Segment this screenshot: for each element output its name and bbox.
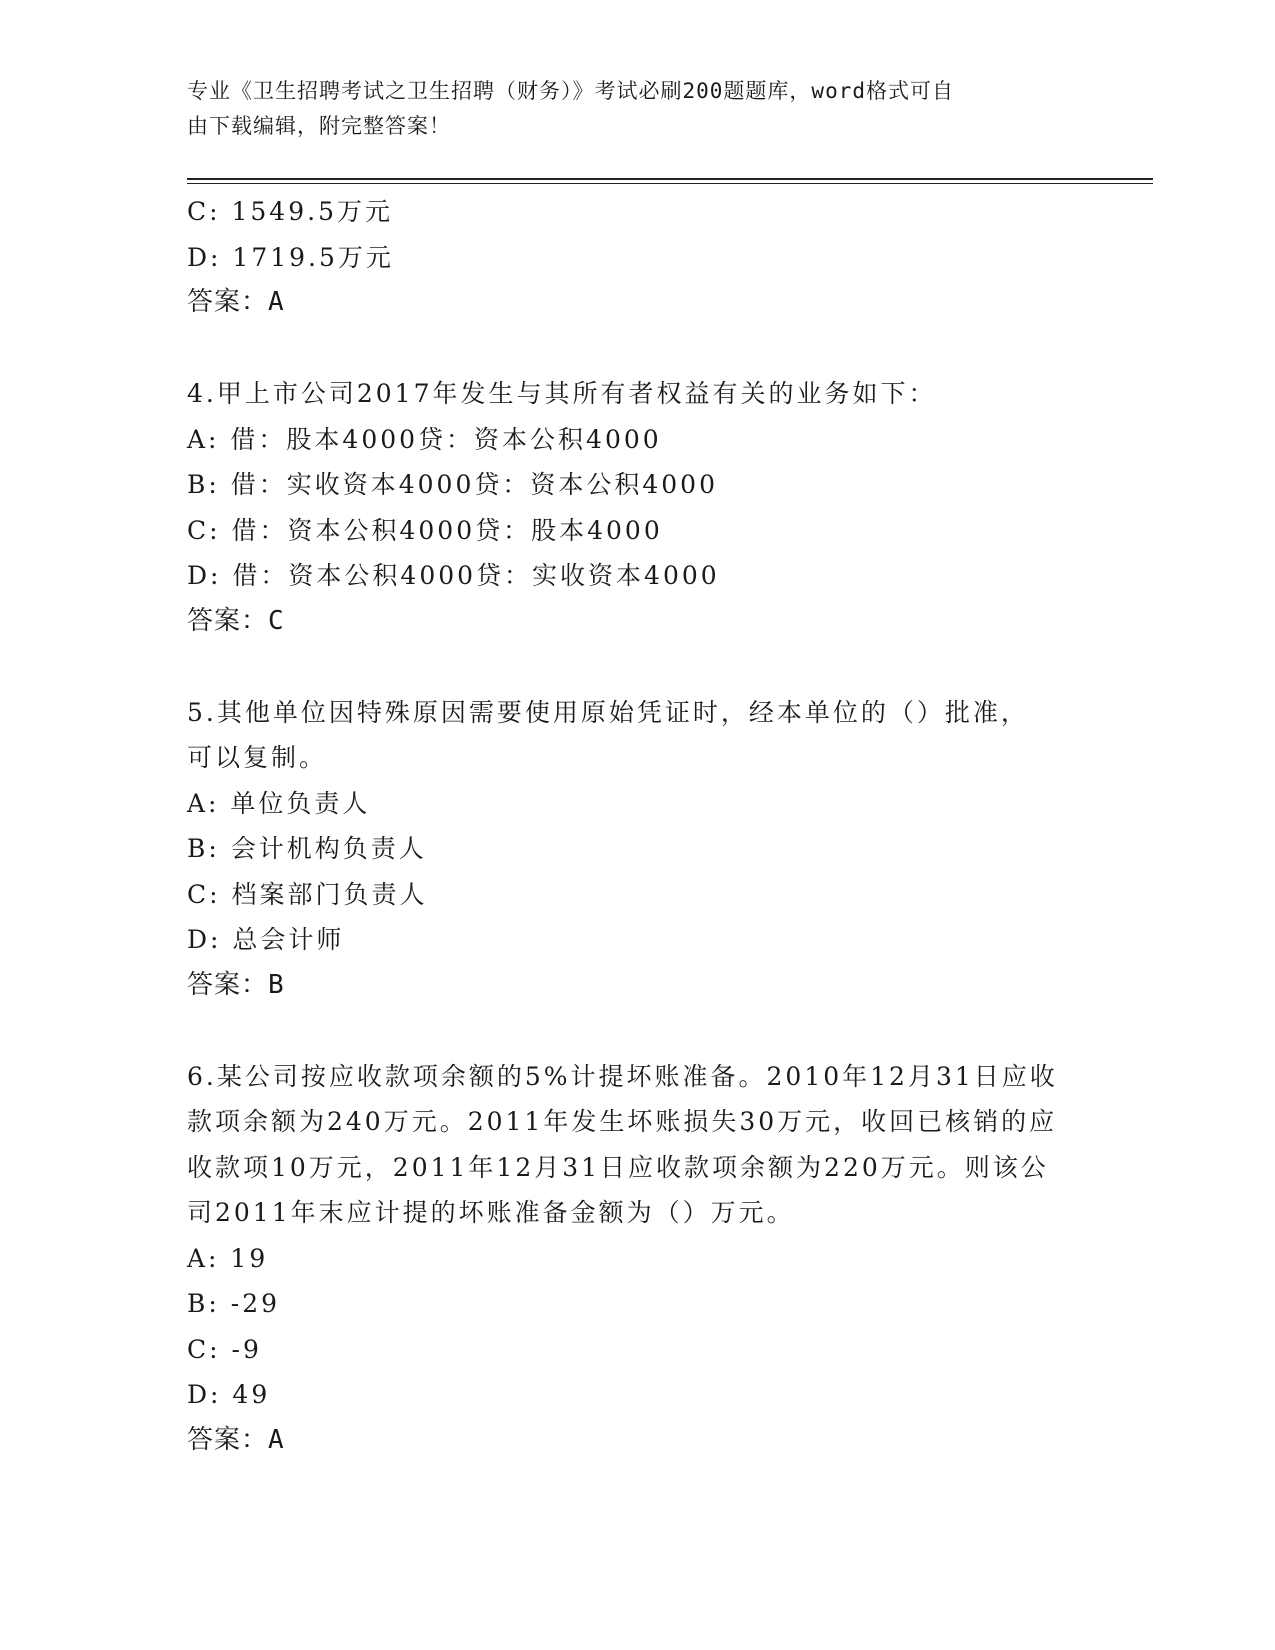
option-d: D: 借：资本公积4000贷：实收资本4000 bbox=[187, 561, 720, 590]
option-a: A: 借：股本4000贷：资本公积4000 bbox=[187, 424, 662, 454]
option-c: C: 借：资本公积4000贷：股本4000 bbox=[187, 515, 663, 545]
option-b: B: -29 bbox=[187, 1289, 280, 1318]
option-d: D: 1719.5万元 bbox=[187, 242, 394, 272]
option-d: D: 总会计师 bbox=[187, 925, 345, 954]
spacer bbox=[187, 644, 1087, 690]
question-stem-line-1: 6.某公司按应收款项余额的5%计提坏账准备。2010年12月31日应收 bbox=[187, 1061, 1058, 1091]
option-c: C: 1549.5万元 bbox=[187, 197, 393, 226]
spacer bbox=[187, 326, 1087, 372]
answer-line: 答案：B bbox=[187, 969, 285, 1000]
spacer bbox=[187, 1008, 1087, 1054]
option-d: D: 49 bbox=[187, 1380, 271, 1409]
question-4 bbox=[187, 371, 1087, 644]
question-stem: 4.甲上市公司2017年发生与其所有者权益有关的业务如下： bbox=[187, 379, 937, 408]
header-divider-thick bbox=[187, 178, 1153, 180]
question-5 bbox=[187, 690, 1087, 1009]
question-6 bbox=[187, 1054, 1087, 1464]
document-header bbox=[187, 74, 1067, 144]
option-a: A: 单位负责人 bbox=[187, 788, 371, 818]
header-line-1: 专业《卫生招聘考试之卫生招聘（财务）》考试必刷200题题库，word格式可自 bbox=[187, 79, 954, 103]
header-line-2: 由下载编辑，附完整答案！ bbox=[187, 114, 451, 138]
option-b: B: 借：实收资本4000贷：资本公积4000 bbox=[187, 470, 718, 499]
question-stem-line-2: 款项余额为240万元。2011年发生坏账损失30万元，收回已核销的应 bbox=[187, 1107, 1058, 1136]
answer-line: 答案：A bbox=[187, 287, 285, 317]
option-b: B: 会计机构负责人 bbox=[187, 834, 427, 863]
question-stem-line-1: 5.其他单位因特殊原因需要使用原始凭证时，经本单位的（）批准， bbox=[187, 697, 1029, 727]
option-c: C: 档案部门负责人 bbox=[187, 879, 428, 909]
option-c: C: -9 bbox=[187, 1334, 262, 1364]
question-stem-line-3: 收款项10万元，2011年12月31日应收款项余额为220万元。则该公 bbox=[187, 1152, 1049, 1182]
option-a: A: 19 bbox=[187, 1243, 269, 1273]
question-list bbox=[187, 189, 1087, 1463]
answer-line: 答案：C bbox=[187, 605, 285, 636]
question-stem-line-4: 司2011年末应计提的坏账准备金额为（）万元。 bbox=[187, 1198, 795, 1227]
answer-line: 答案：A bbox=[187, 1424, 285, 1455]
question-stem-line-2: 可以复制。 bbox=[187, 743, 328, 772]
question-3-tail bbox=[187, 189, 1087, 326]
header-divider-thin bbox=[187, 183, 1153, 184]
